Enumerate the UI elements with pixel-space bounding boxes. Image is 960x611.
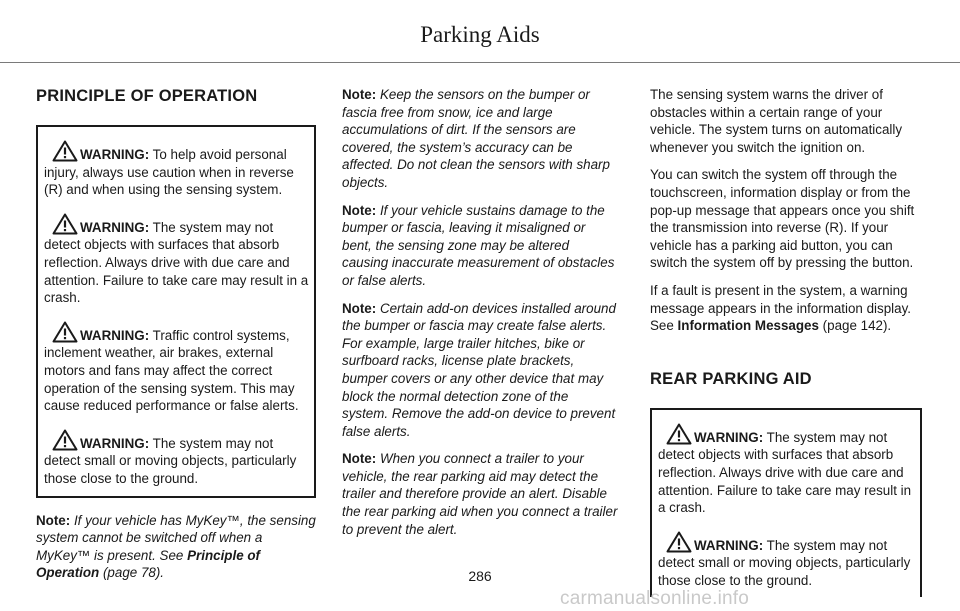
warning-text: Traffic control systems, inclement weather, air brakes, external motors and fans may affect the correct operation of the sensing system. This may cause reduced performance or false alerts. [44, 327, 299, 414]
warning-triangle-icon [44, 429, 78, 451]
warning-text: The system may not detect objects with surfaces that absorb reflection. Always drive with due care and attention. Failure to take care may result in a crash. [44, 219, 309, 306]
note-text: When you connect a trailer to your vehicle, the rear parking aid may detect the trailer and therefore provide an alert. Disable the rear parking aid when you connect a trailer to prevent the alert. [342, 451, 618, 537]
warning-triangle-icon [44, 213, 78, 235]
note-text: Keep the sensors on the bumper or fascia free from snow, ice and large accumulations of dirt. If the sensors are covered, the system’s accuracy can be affected. Do not clean the sensors with sharp objects. [342, 87, 610, 190]
warning-label: WARNING: [694, 537, 764, 553]
page-number: 286 [468, 568, 492, 584]
note-paragraph [342, 86, 618, 192]
warning-triangle-icon [44, 140, 78, 162]
warning-triangle-icon [44, 321, 78, 343]
section-heading-principle: PRINCIPLE OF OPERATION [36, 87, 258, 105]
warning-label: WARNING: [80, 435, 150, 451]
note-text: If your vehicle sustains damage to the bumper or fascia, leaving it misaligned or bent, the sensing zone may be altered causing inaccurate measurement of obstacles or false alerts. [342, 202, 615, 288]
warning-text: The system may not detect objects with surfaces that absorb reflection. Always drive with due care and attention. Failure to take care may result in a crash. [658, 429, 912, 516]
note-label: Note: [342, 300, 377, 316]
warning-text: The system may not detect small or moving objects, particularly those close to the ground. [44, 435, 297, 486]
warning-item [658, 423, 916, 517]
page-reference: (page 78). [99, 565, 165, 581]
note-label: Note: [342, 202, 377, 218]
warning-triangle-icon [658, 423, 692, 445]
section-heading-rear-parking-aid: REAR PARKING AID [650, 369, 812, 388]
column-middle [342, 86, 618, 548]
warning-label: WARNING: [694, 429, 764, 445]
note-paragraph [342, 300, 618, 441]
note-paragraph [342, 450, 618, 538]
warning-triangle-icon [658, 531, 692, 553]
warning-label: WARNING: [80, 327, 150, 343]
page-reference: (page 142). [818, 318, 892, 334]
cross-reference-link[interactable]: Information Messages [677, 318, 819, 334]
watermark: carmanualsonline.info [560, 588, 750, 609]
column-left [36, 86, 316, 592]
warning-item [44, 321, 310, 415]
column-right [650, 86, 922, 611]
body-paragraph: The sensing system warns the driver of obstacles within a certain range of your vehicle. The system turns on automatically whenever you switch the ignition on. [650, 87, 903, 155]
note-label: Note: [342, 87, 377, 102]
fault-text: If a fault is present in the system, a warning message appears in the information display. See [650, 282, 912, 334]
note-text: If your vehicle has MyKey™, the sensing system cannot be switched off when a MyKey™ is present. See [36, 512, 316, 563]
warning-item [44, 140, 310, 199]
note-label: Note: [342, 451, 377, 467]
note-text: Certain add-on devices installed around the bumper or fascia may create false alerts. For example, large trailer hitches, bike or surfboard racks, license plate brackets, bumper covers or any other device that may block the normal detection zone of the system. Remove the add-on device to prevent false alerts. [342, 300, 616, 439]
warning-item [44, 213, 310, 307]
note-label: Note: [36, 512, 71, 528]
warning-text: The system may not detect small or moving objects, particularly those close to the ground. [658, 537, 911, 588]
warning-item [44, 429, 310, 488]
warning-label: WARNING: [80, 219, 150, 235]
warning-box [36, 125, 316, 498]
body-paragraph: You can switch the system off through the touchscreen, information display or from the pop-up message that appears once you shift the transmission into reverse (R). If your vehicle has a parking aid button, you can switch the system off by pressing the button. [650, 167, 915, 271]
note-paragraph [342, 202, 618, 290]
cross-reference-link[interactable]: Principle of Operation [36, 547, 260, 581]
fault-paragraph [650, 282, 922, 335]
page-header-title: Parking Aids [420, 22, 540, 47]
warning-label: WARNING: [80, 147, 150, 162]
header-divider [0, 62, 960, 63]
warning-text: To help avoid personal injury, always use caution when in reverse (R) and when using the sensing system. [44, 147, 294, 198]
